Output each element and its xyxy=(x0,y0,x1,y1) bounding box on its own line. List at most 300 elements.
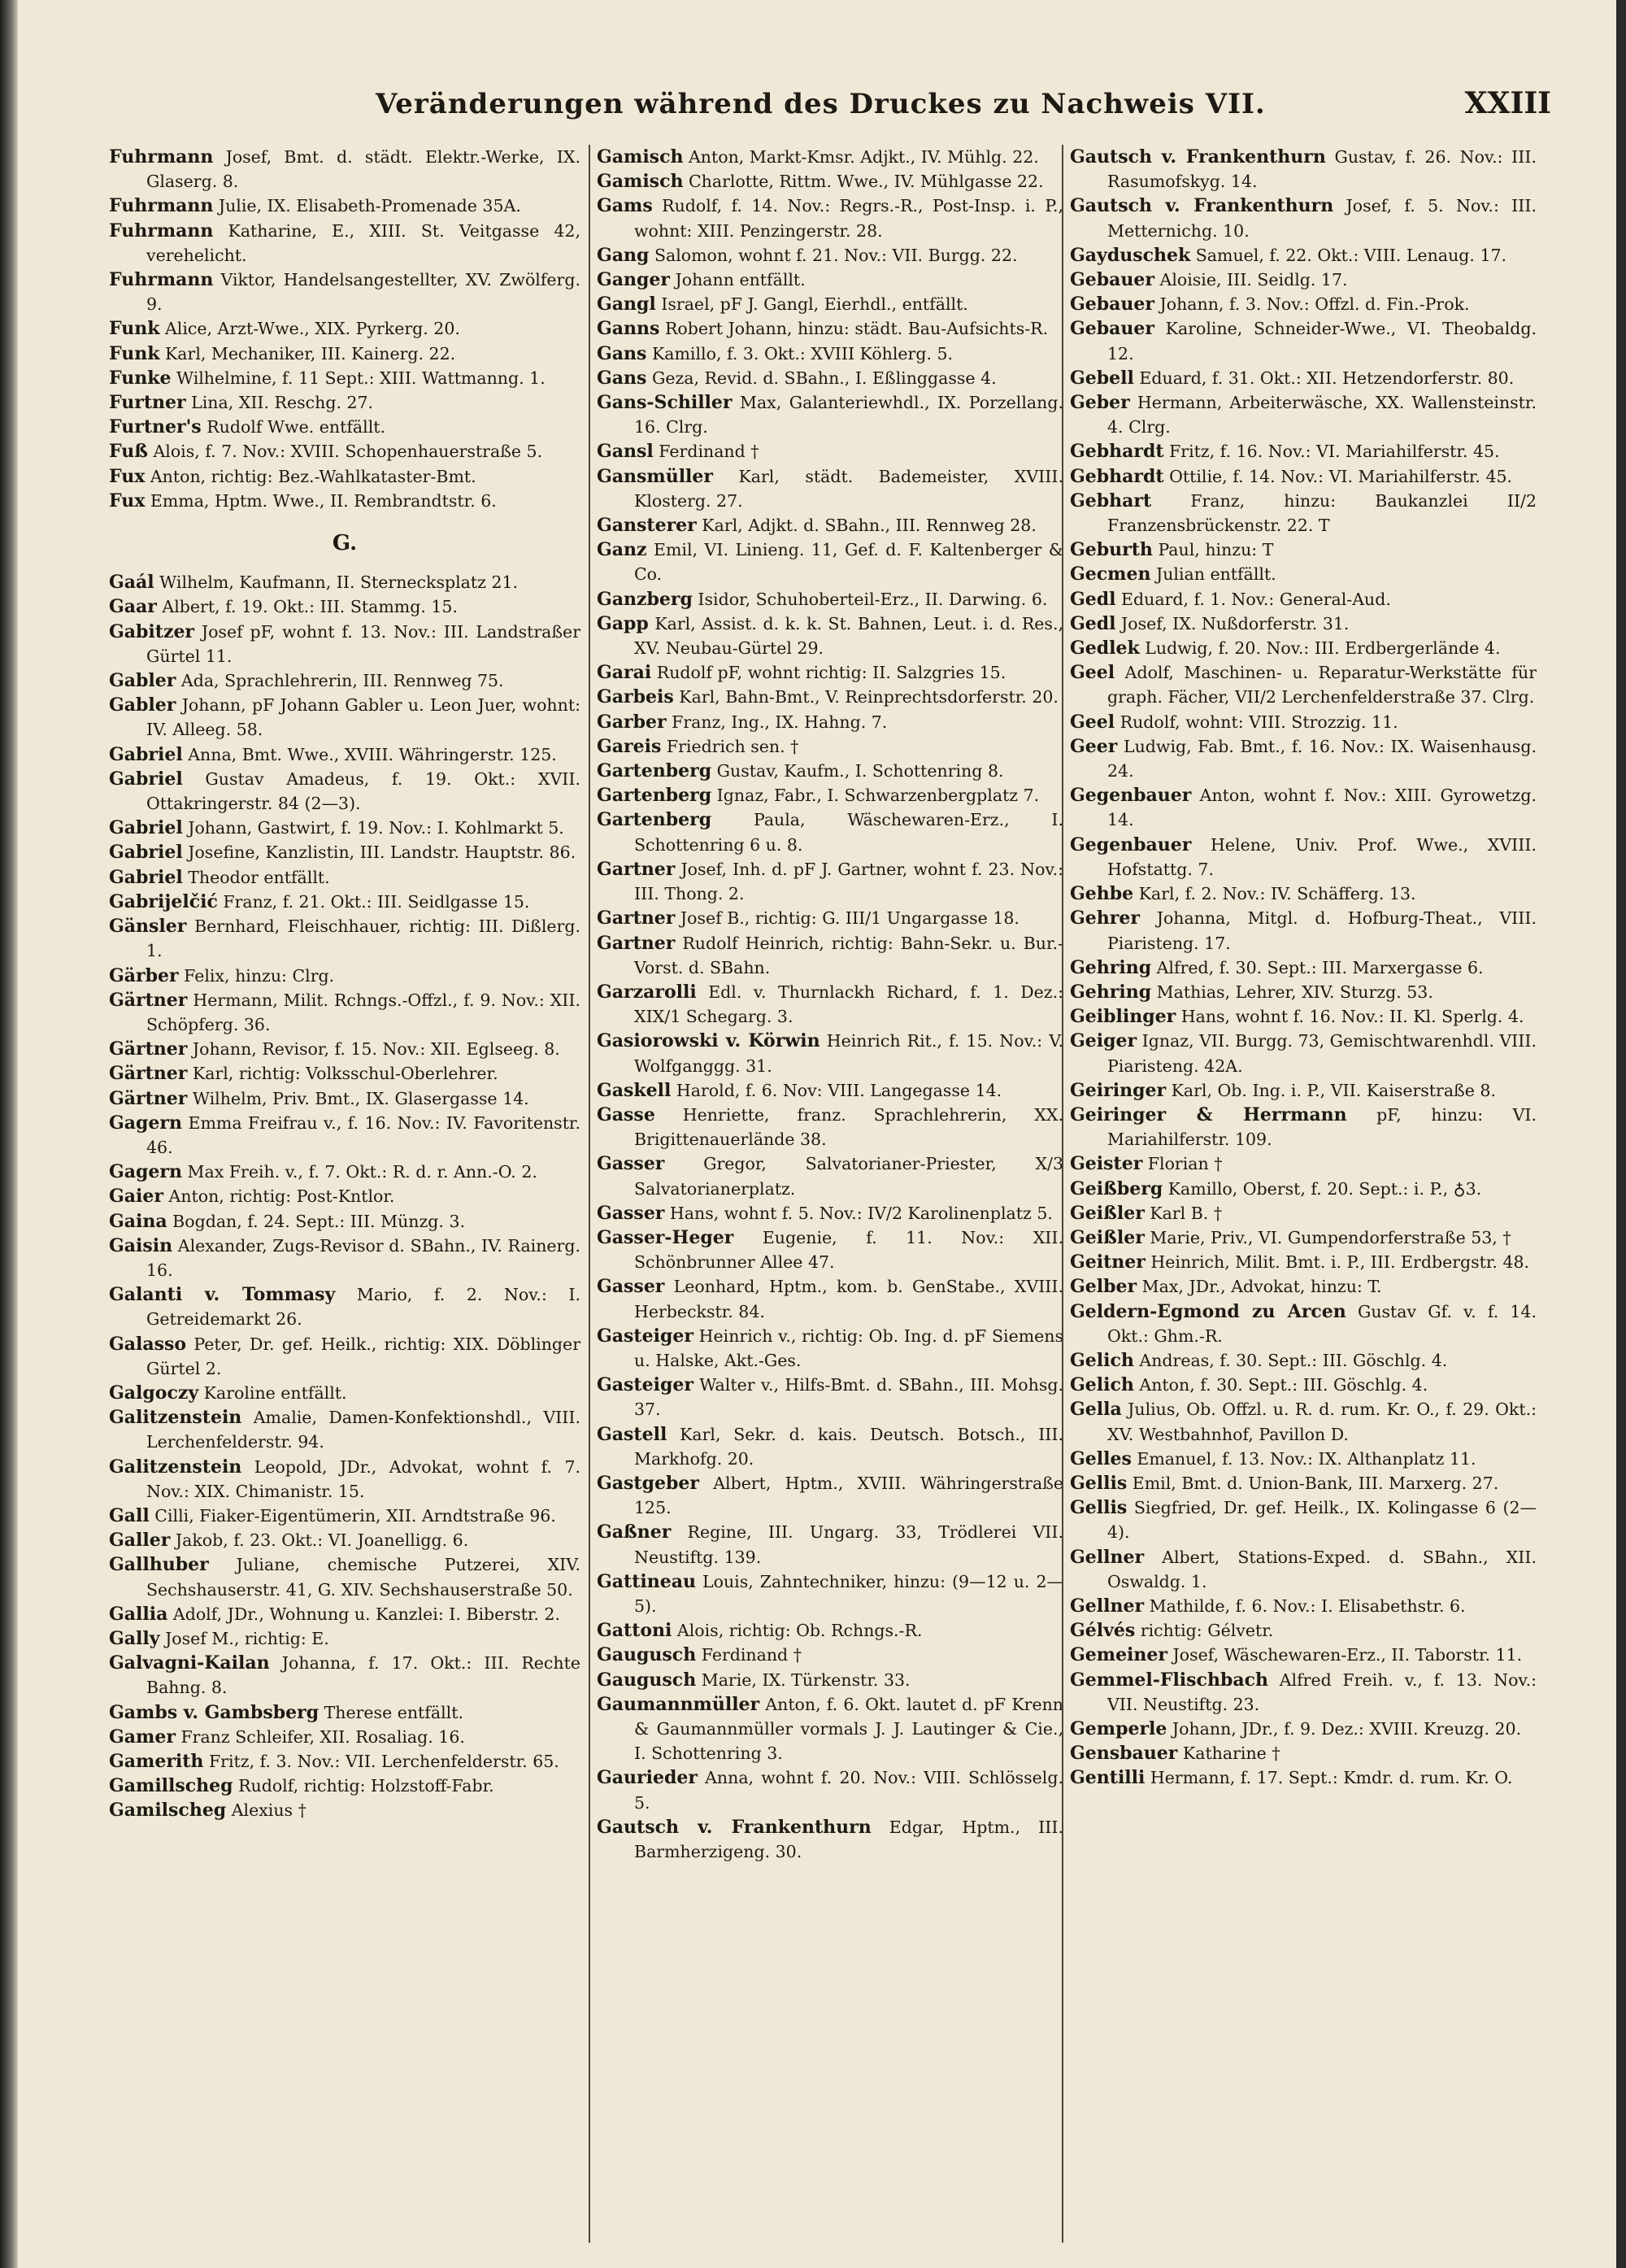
entry-details: Eduard, f. 1. Nov.: General-Aud. xyxy=(1115,589,1391,609)
entry-details: Bogdan, f. 24. Sept.: III. Münzg. 3. xyxy=(167,1211,466,1231)
entry-name: Garbeis xyxy=(597,686,674,708)
directory-entry xyxy=(109,268,580,316)
entry-name: Gaugusch xyxy=(597,1669,697,1691)
section-heading-g: G. xyxy=(332,531,358,556)
directory-entry xyxy=(597,1692,1063,1766)
directory-entry xyxy=(1070,489,1537,538)
entry-name: Gänsler xyxy=(109,916,187,938)
entry-details: Anton, Markt-Kmsr. Adjkt., IV. Mühlg. 22. xyxy=(683,147,1039,167)
entry-name: Gasser xyxy=(597,1153,665,1175)
entry-details: Karl, Ob. Ing. i. P., VII. Kaiserstraße 8. xyxy=(1166,1080,1496,1100)
entry-details: Karoline entfällt. xyxy=(198,1382,347,1403)
directory-entry xyxy=(1070,660,1537,709)
entry-details: Alois, richtig: Ob. Rchngs.-R. xyxy=(672,1621,923,1641)
entry-details: Josef M., richtig: E. xyxy=(159,1628,329,1648)
directory-entry xyxy=(597,145,1063,169)
entry-name: Gasse xyxy=(597,1104,655,1125)
entry-details: Fritz, f. 3. Nov.: VII. Lerchenfelderstr. 65. xyxy=(203,1752,559,1771)
entry-details: Rudolf, richtig: Holzstoff-Fabr. xyxy=(233,1776,494,1796)
entry-name: Gaskell xyxy=(597,1079,672,1101)
entry-name: Garai xyxy=(597,662,652,684)
entry-name: Gagern xyxy=(109,1161,183,1183)
entry-name: Fuß xyxy=(109,441,148,463)
directory-entry xyxy=(109,342,580,366)
entry-details: Isidor, Schuhoberteil-Erz., II. Darwing. 6. xyxy=(692,589,1048,609)
directory-entry xyxy=(597,1225,1063,1274)
directory-entry xyxy=(597,439,1063,464)
directory-entry xyxy=(597,268,1063,292)
column-1 xyxy=(109,145,580,2243)
entry-details: Amalie, Damen-Konfektionshdl., VIII. Lerchenfelderstr. 94. xyxy=(146,1408,580,1452)
directory-entry xyxy=(1070,882,1537,906)
entry-details: Paula, Wäschewaren-Erz., I. Schottenring 6 u. 8. xyxy=(634,810,1063,855)
book-binding-edge xyxy=(0,0,18,2268)
entry-details: Karl, f. 2. Nov.: IV. Schäfferg. 13. xyxy=(1133,884,1416,904)
entry-details: Karl, Bahn-Bmt., V. Reinprechtsdorferstr. 20. xyxy=(673,687,1059,707)
entry-details: Mathilde, f. 6. Nov.: I. Elisabethstr. 6. xyxy=(1144,1595,1466,1616)
entry-name: Gasiorowski v. Körwin xyxy=(597,1030,820,1052)
entry-details: Robert Johann, hinzu: städt. Bau-Aufsichts-R. xyxy=(659,319,1049,339)
entry-name: Gaina xyxy=(109,1210,167,1232)
entry-name: Gambs v. Gambsberg xyxy=(109,1701,320,1723)
entry-details: Josef, IX. Nußdorferstr. 31. xyxy=(1115,613,1350,633)
entry-details: Hermann, Arbeiterwäsche, XX. Wallensteinstr. 4. Clrg. xyxy=(1107,393,1537,437)
directory-entry xyxy=(597,734,1063,759)
directory-entry xyxy=(109,464,580,489)
directory-entry xyxy=(109,890,580,914)
entry-name: Gamisch xyxy=(597,171,684,193)
entry-details: Rudolf, f. 14. Nov.: Regrs.-R., Post-Insp. i. P., wohnt: XIII. Penzingerstr. 28. xyxy=(634,196,1063,241)
entry-name: Gabler xyxy=(109,694,176,716)
entry-name: Gemeiner xyxy=(1070,1644,1168,1666)
entry-name: Gans-Schiller xyxy=(597,392,733,414)
entry-name: Gaier xyxy=(109,1186,163,1208)
entry-name: Gansmüller xyxy=(597,465,713,487)
directory-entry xyxy=(1070,1177,1537,1201)
entry-details: Franz, hinzu: Baukanzlei II/2 Franzensbrückenstr. 22. T xyxy=(1107,490,1537,536)
entry-details: Hans, wohnt f. 16. Nov.: II. Kl. Sperlg. 4. xyxy=(1176,1007,1524,1027)
entry-name: Gebhardt xyxy=(1070,465,1164,487)
entry-details: Katharine † xyxy=(1177,1743,1280,1764)
directory-entry xyxy=(1070,1594,1537,1618)
entry-details: Regine, III. Ungarg. 33, Trödlerei VII. Neustiftg. 139. xyxy=(634,1522,1063,1567)
directory-entry xyxy=(1070,636,1537,660)
directory-entry xyxy=(1070,1495,1537,1544)
entry-details: Edl. v. Thurnlackh Richard, f. 1. Dez.: XIX/1 Schegarg. 3. xyxy=(634,982,1063,1027)
entry-name: Galanti v. Tommasy xyxy=(109,1284,336,1306)
directory-entry xyxy=(597,1765,1063,1814)
entry-name: Gansl xyxy=(597,441,654,463)
entry-details: Franz, Ing., IX. Hahng. 7. xyxy=(666,712,888,732)
directory-entry xyxy=(1070,464,1537,489)
entry-details: Walter v., Hilfs-Bmt. d. SBahn., III. Mohsg. 37. xyxy=(634,1375,1063,1420)
directory-entry xyxy=(597,243,1063,268)
directory-entry xyxy=(597,194,1063,242)
entry-name: Galvagni-Kailan xyxy=(109,1652,270,1674)
entry-details: Alfred, f. 30. Sept.: III. Marxergasse 6. xyxy=(1151,957,1484,977)
directory-entry xyxy=(597,710,1063,734)
directory-entry xyxy=(1070,292,1537,316)
entry-details: Ferdinand † xyxy=(653,442,759,462)
entry-details: Charlotte, Rittm. Wwe., IV. Mühlgasse 22. xyxy=(683,172,1044,192)
entry-details: Salomon, wohnt f. 21. Nov.: VII. Burgg. 22. xyxy=(649,245,1018,265)
entry-name: Gabriel xyxy=(109,842,183,864)
directory-entry xyxy=(1070,439,1537,464)
entry-name: Gamer xyxy=(109,1726,176,1748)
entry-name: Gabriel xyxy=(109,768,183,790)
page-title: Veränderungen während des Druckes zu Nachweis VII. xyxy=(376,88,1266,120)
directory-entry xyxy=(1070,243,1537,268)
entry-name: Fux xyxy=(109,490,146,511)
entry-name: Gasser xyxy=(597,1202,665,1224)
directory-entry xyxy=(597,342,1063,366)
directory-entry xyxy=(1070,1397,1537,1446)
entry-details: Alfred Freih. v., f. 13. Nov.: VII. Neustiftg. 23. xyxy=(1107,1669,1537,1714)
entry-name: Gallia xyxy=(109,1603,168,1625)
directory-entry xyxy=(109,964,580,988)
entry-details: Katharine, E., XIII. St. Veitgasse 42, verehelicht. xyxy=(146,220,580,265)
directory-entry xyxy=(109,1381,580,1405)
entry-details: Rudolf, wohnt: VIII. Strozzig. 11. xyxy=(1115,712,1398,732)
entry-details: Albert, Stations-Exped. d. SBahn., XII. Oswaldg. 1. xyxy=(1107,1547,1537,1591)
directory-entry xyxy=(109,570,580,594)
column-1-g-entries xyxy=(109,570,580,1822)
entry-name: Gartenberg xyxy=(597,785,712,807)
directory-entry xyxy=(1070,1765,1537,1790)
entry-details: Karl, Mechaniker, III. Kainerg. 22. xyxy=(159,343,456,363)
entry-name: Gaál xyxy=(109,572,154,594)
directory-entry xyxy=(1070,1225,1537,1250)
entry-name: Geiblinger xyxy=(1070,1006,1176,1028)
entry-name: Gartner xyxy=(597,932,676,954)
entry-name: Gastell xyxy=(597,1423,667,1445)
entry-name: Fux xyxy=(109,465,146,487)
entry-name: Gabitzer xyxy=(109,620,195,642)
entry-details: Hans, wohnt f. 5. Nov.: IV/2 Karolinenplatz 5. xyxy=(664,1203,1053,1223)
entry-details: Ferdinand † xyxy=(696,1645,802,1665)
entry-details: Paul, hinzu: T xyxy=(1152,540,1274,560)
entry-details: Albert, Hptm., XVIII. Währingerstraße 125. xyxy=(634,1473,1063,1518)
directory-entry xyxy=(109,988,580,1037)
entry-details: Peter, Dr. gef. Heilk., richtig: XIX. Döblinger Gürtel 2. xyxy=(146,1334,580,1378)
entry-details: Julian entfällt. xyxy=(1150,564,1276,585)
directory-entry xyxy=(1070,562,1537,586)
column-3 xyxy=(1062,145,1537,2243)
entry-name: Gamillscheg xyxy=(109,1775,233,1797)
directory-entry xyxy=(597,980,1063,1029)
directory-entry xyxy=(109,1626,580,1651)
directory-entry xyxy=(1070,783,1537,832)
entry-details: pF, hinzu: VI. Mariahilferstr. 109. xyxy=(1107,1104,1537,1150)
entry-name: Galler xyxy=(109,1530,171,1552)
entry-name: Gellis xyxy=(1070,1472,1128,1494)
directory-entry xyxy=(109,1086,580,1111)
directory-entry xyxy=(109,767,580,816)
directory-entry xyxy=(1070,1618,1537,1643)
entry-details: Eduard, f. 31. Okt.: XII. Hetzendorferstr. 80. xyxy=(1133,368,1515,388)
entry-name: Galitzenstein xyxy=(109,1456,242,1478)
entry-name: Funk xyxy=(109,318,160,340)
entry-name: Geister xyxy=(1070,1153,1143,1175)
directory-entry xyxy=(597,759,1063,783)
directory-entry xyxy=(1070,1151,1537,1176)
directory-entry xyxy=(1070,1004,1537,1029)
directory-entry xyxy=(109,366,580,390)
entry-details: Gregor, Salvatorianer-Priester, X/3 Salvatorianerplatz. xyxy=(634,1154,1063,1199)
directory-entry xyxy=(1070,1545,1537,1594)
entry-details: Geza, Revid. d. SBahn., I. Eßlinggasse 4. xyxy=(646,368,997,388)
column-3-entries xyxy=(1070,145,1537,1791)
entry-name: Ganz xyxy=(597,539,647,561)
directory-entry xyxy=(1070,1348,1537,1373)
directory-entry xyxy=(109,415,580,439)
directory-entry xyxy=(109,1602,580,1626)
entry-name: Gärber xyxy=(109,964,179,986)
entry-name: Gattineau xyxy=(597,1570,696,1592)
entry-name: Gegenbauer xyxy=(1070,785,1192,807)
entry-name: Gasser xyxy=(597,1276,665,1298)
entry-name: Gebell xyxy=(1070,367,1134,389)
directory-entry xyxy=(109,668,580,693)
entry-name: Geiringer & Herrmann xyxy=(1070,1104,1347,1125)
directory-entry xyxy=(1070,1668,1537,1717)
directory-entry xyxy=(597,316,1063,341)
directory-entry xyxy=(1070,194,1537,242)
directory-entry xyxy=(1070,1299,1537,1348)
directory-entry xyxy=(109,914,580,963)
directory-entry xyxy=(109,594,580,619)
entry-details: Hermann, Milit. Rchngs.-Offzl., f. 9. Nov.: XII. Schöpferg. 36. xyxy=(146,990,580,1034)
entry-details: Edgar, Hptm., III. Barmherzigeng. 30. xyxy=(634,1817,1063,1862)
directory-entry xyxy=(1070,1741,1537,1765)
entry-name: Gareis xyxy=(597,735,662,757)
entry-details: Gustav, f. 26. Nov.: III. Rasumofskyg. 14. xyxy=(1107,147,1537,192)
entry-details: Wilhelmine, f. 11 Sept.: XIII. Wattmanng. 1. xyxy=(171,368,546,388)
entry-name: Geißberg xyxy=(1070,1178,1163,1199)
entry-details: Max Freih. v., f. 7. Okt.: R. d. r. Ann.-O. 2. xyxy=(182,1162,537,1182)
entry-name: Gartner xyxy=(597,908,676,929)
entry-details: Marie, Priv., VI. Gumpendorferstraße 53, † xyxy=(1144,1227,1511,1247)
directory-entry xyxy=(597,1471,1063,1520)
directory-entry xyxy=(597,857,1063,906)
entry-details: Karl, Sekr. d. kais. Deutsch. Botsch., III. Markhofg. 20. xyxy=(634,1424,1063,1469)
entry-details: Josefine, Kanzlistin, III. Landstr. Hauptstr. 86. xyxy=(182,842,576,863)
entry-details: Johanna, f. 17. Okt.: III. Rechte Bahng. 8. xyxy=(146,1653,580,1698)
directory-entry xyxy=(1070,145,1537,194)
directory-entry xyxy=(1070,1471,1537,1495)
entry-details: Ludwig, Fab. Bmt., f. 16. Nov.: IX. Waisenhausg. 24. xyxy=(1107,736,1537,781)
directory-entry xyxy=(597,1643,1063,1667)
entry-name: Furtner's xyxy=(109,416,202,438)
entry-name: Garzarolli xyxy=(597,981,697,1003)
entry-name: Gärtner xyxy=(109,989,188,1011)
directory-entry xyxy=(1070,1078,1537,1103)
directory-entry xyxy=(1070,587,1537,612)
entry-name: Ganger xyxy=(597,269,671,291)
directory-entry xyxy=(109,1774,580,1798)
entry-details: Karoline, Schneider-Wwe., VI. Theobaldg. 12. xyxy=(1107,319,1537,363)
entry-name: Furtner xyxy=(109,392,186,414)
entry-details: Gustav, Kaufm., I. Schottenring 8. xyxy=(711,761,1004,781)
entry-details: Albert, f. 19. Okt.: III. Stammg. 15. xyxy=(156,597,458,617)
directory-entry xyxy=(109,1504,580,1528)
directory-entry xyxy=(1070,1250,1537,1274)
entry-details: Anton, f. 30. Sept.: III. Göschlg. 4. xyxy=(1133,1375,1428,1395)
entry-name: Fuhrmann xyxy=(109,220,214,242)
directory-entry xyxy=(109,1651,580,1700)
entry-name: Garber xyxy=(597,711,667,733)
entry-name: Fuhrmann xyxy=(109,146,214,168)
directory-entry xyxy=(1070,1717,1537,1741)
directory-entry xyxy=(109,1111,580,1160)
entry-name: Gaumannmüller xyxy=(597,1693,760,1715)
directory-entry xyxy=(597,931,1063,980)
entry-details: Franz Schleifer, XII. Rosaliag. 16. xyxy=(175,1726,465,1747)
entry-name: Gehbe xyxy=(1070,883,1134,905)
entry-name: Gartenberg xyxy=(597,760,712,782)
entry-details: Max, JDr., Advokat, hinzu: T. xyxy=(1137,1277,1382,1297)
entry-details: Karl, richtig: Volksschul-Oberlehrer. xyxy=(187,1064,498,1084)
entry-details: Adolf, JDr., Wohnung u. Kanzlei: I. Biberstr. 2. xyxy=(167,1604,560,1624)
directory-entry xyxy=(109,194,580,218)
directory-entry xyxy=(597,1029,1063,1077)
directory-entry xyxy=(597,612,1063,660)
entry-details: Johann, JDr., f. 9. Dez.: XVIII. Kreuzg. 20. xyxy=(1167,1719,1522,1739)
entry-details: Marie, IX. Türkenstr. 33. xyxy=(696,1669,911,1690)
directory-entry xyxy=(597,366,1063,390)
entry-details: Fritz, f. 16. Nov.: VI. Mariahilferstr. 45. xyxy=(1163,442,1500,462)
entry-details: Rudolf Wwe. entfällt. xyxy=(201,417,385,437)
entry-name: Gemperle xyxy=(1070,1718,1167,1739)
entry-details: Anna, Bmt. Wwe., XVIII. Währingerstr. 125. xyxy=(182,744,557,764)
entry-name: Gamerith xyxy=(109,1751,204,1772)
entry-name: Gabriel xyxy=(109,817,183,839)
entry-name: Gedl xyxy=(1070,612,1116,634)
entry-name: Gedlek xyxy=(1070,638,1140,660)
directory-entry xyxy=(109,1061,580,1086)
entry-name: Galasso xyxy=(109,1333,187,1355)
entry-name: Gehring xyxy=(1070,981,1152,1003)
entry-name: Gebauer xyxy=(1070,269,1155,291)
entry-name: Gang xyxy=(597,244,650,266)
entry-details: Leopold, JDr., Advokat, wohnt f. 7. Nov.: XIX. Chimanistr. 15. xyxy=(146,1456,580,1501)
directory-entry xyxy=(109,865,580,890)
entry-name: Geldern-Egmond zu Arcen xyxy=(1070,1300,1346,1322)
entry-name: Geiringer xyxy=(1070,1079,1167,1101)
entry-name: Gärtner xyxy=(109,1038,188,1060)
entry-name: Geißler xyxy=(1070,1226,1145,1248)
directory-entry xyxy=(1070,906,1537,955)
entry-name: Gärtner xyxy=(109,1063,188,1085)
entry-name: Funke xyxy=(109,367,172,389)
entry-name: Gabriel xyxy=(109,743,183,765)
directory-entry xyxy=(109,816,580,840)
entry-name: Gecmen xyxy=(1070,564,1151,586)
entry-details: Helene, Univ. Prof. Wwe., XVIII. Hofstattg. 7. xyxy=(1107,834,1537,879)
entry-details: Viktor, Handelsangestellter, XV. Zwölferg. 9. xyxy=(146,270,580,315)
directory-entry xyxy=(1070,1201,1537,1225)
entry-name: Geer xyxy=(1070,735,1118,757)
entry-details: Josef, Inh. d. pF J. Gartner, wohnt f. 23. Nov.: III. Thong. 2. xyxy=(634,859,1063,904)
directory-entry xyxy=(109,1700,580,1725)
entry-name: Geber xyxy=(1070,392,1130,414)
directory-entry xyxy=(109,693,580,742)
entry-details: Friedrich sen. † xyxy=(661,736,799,756)
entry-name: Galitzenstein xyxy=(109,1407,242,1429)
entry-details: Leonhard, Hptm., kom. b. GenStabe., XVIII. Herbeckstr. 84. xyxy=(634,1277,1063,1321)
entry-name: Gegenbauer xyxy=(1070,834,1192,855)
entry-details: Kamillo, f. 3. Okt.: XVIII Köhlerg. 5. xyxy=(646,343,954,363)
directory-entry xyxy=(597,1815,1063,1864)
directory-entry xyxy=(597,660,1063,685)
entry-name: Gebhardt xyxy=(1070,441,1164,463)
entry-details: Alice, Arzt-Wwe., XIX. Pyrkerg. 20. xyxy=(159,319,460,339)
entry-name: Gelich xyxy=(1070,1349,1134,1371)
directory-entry xyxy=(1070,1274,1537,1299)
entry-name: Gayduschek xyxy=(1070,244,1191,266)
directory-entry xyxy=(597,783,1063,808)
entry-details: Mario, f. 2. Nov.: I. Getreidemarkt 26. xyxy=(146,1285,580,1330)
directory-entry xyxy=(1070,1103,1537,1151)
entry-details: Mathias, Lehrer, XIV. Sturzg. 53. xyxy=(1151,982,1433,1002)
entry-name: Gaßner xyxy=(597,1521,672,1543)
entry-details: Emil, Bmt. d. Union-Bank, III. Marxerg. 27. xyxy=(1127,1473,1499,1493)
directory-entry xyxy=(597,587,1063,612)
entry-details: Karl, städt. Bademeister, XVIII. Klosterg. 27. xyxy=(634,466,1063,511)
entry-details: Ignaz, Fabr., I. Schwarzenbergplatz 7. xyxy=(711,786,1040,806)
directory-entry xyxy=(1070,734,1537,783)
directory-entry xyxy=(597,292,1063,316)
directory-entry xyxy=(597,1274,1063,1323)
directory-entry xyxy=(109,439,580,464)
directory-entry xyxy=(109,1455,580,1504)
entry-details: Louis, Zahntechniker, hinzu: (9—12 u. 2—5). xyxy=(634,1571,1063,1616)
entry-name: Gärtner xyxy=(109,1087,188,1109)
entry-details: Felix, hinzu: Clrg. xyxy=(178,965,335,986)
entry-name: Gautsch v. Frankenthurn xyxy=(597,1816,872,1838)
page-number: XXIII xyxy=(1464,86,1551,120)
entry-details: Hermann, f. 17. Sept.: Kmdr. d. rum. Kr. O. xyxy=(1145,1768,1513,1788)
entry-name: Gellner xyxy=(1070,1595,1145,1617)
entry-name: Gelber xyxy=(1070,1276,1137,1298)
entry-name: Gelich xyxy=(1070,1374,1134,1396)
entry-name: Gans xyxy=(597,367,647,389)
entry-name: Gasteiger xyxy=(597,1374,693,1396)
directory-entry xyxy=(109,1332,580,1381)
directory-entry xyxy=(109,1528,580,1552)
directory-entry xyxy=(1070,390,1537,439)
entry-name: Gartner xyxy=(597,858,676,880)
entry-details: Josef, f. 5. Nov.: III. Metternichg. 10. xyxy=(1107,196,1537,241)
directory-entry xyxy=(1070,268,1537,292)
entry-details: Johann, Gastwirt, f. 19. Nov.: I. Kohlmarkt 5. xyxy=(182,818,564,838)
entry-name: Gansterer xyxy=(597,515,697,537)
entry-name: Gallhuber xyxy=(109,1554,209,1576)
entry-details: Samuel, f. 22. Okt.: VIII. Lenaug. 17. xyxy=(1190,245,1507,265)
entry-details: Ada, Sprachlehrerin, III. Rennweg 75. xyxy=(176,671,504,691)
entry-name: Geißler xyxy=(1070,1202,1145,1224)
entry-details: Johann, Revisor, f. 15. Nov.: XII. Eglseeg. 8. xyxy=(187,1039,560,1060)
directory-entry xyxy=(597,1373,1063,1421)
entry-details: Henriette, franz. Sprachlehrerin, XX. Brigittenauerlände 38. xyxy=(634,1104,1063,1150)
directory-entry xyxy=(597,1201,1063,1225)
entry-name: Gaar xyxy=(109,596,157,618)
entry-name: Gella xyxy=(1070,1399,1122,1421)
entry-details: Wilhelm, Priv. Bmt., IX. Glasergasse 14. xyxy=(187,1088,529,1108)
entry-details: Aloisie, III. Seidlg. 17. xyxy=(1154,270,1348,290)
directory-entry xyxy=(597,464,1063,513)
directory-entry xyxy=(109,219,580,268)
